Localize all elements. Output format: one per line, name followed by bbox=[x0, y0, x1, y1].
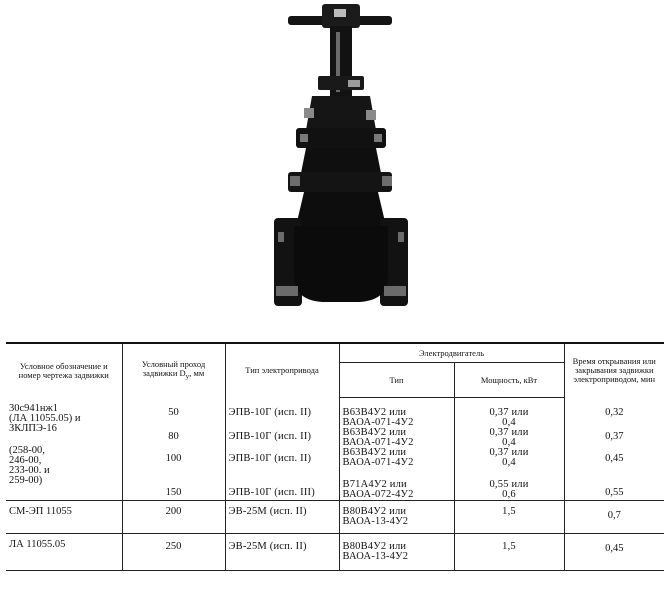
drive-value: ЭПВ-10Г (исп. II) bbox=[228, 430, 312, 442]
dn-value: 200 bbox=[122, 501, 225, 534]
designation-line: ЗКЛПЭ-16 bbox=[9, 422, 57, 434]
table-row bbox=[6, 398, 664, 501]
power-value: 0,37 или bbox=[489, 407, 529, 418]
header-drive-type: Тип электропривода bbox=[225, 343, 339, 398]
header-time: Время открывания или закрывания задвижки электроприводом, мин bbox=[564, 343, 664, 398]
header-dn-unit: , мм bbox=[189, 367, 205, 378]
header-designation: Условное обозначение и номер чертежа задвижки bbox=[6, 343, 122, 398]
drive-value: ЭВ-25М (исп. II) bbox=[225, 534, 339, 571]
drive-value: ЭПВ-10Г (исп. II) bbox=[228, 406, 312, 418]
power-value: 1,5 bbox=[454, 501, 564, 534]
time-value: 0,32 bbox=[605, 406, 624, 418]
power-value: 0,37 или bbox=[489, 427, 529, 438]
power-value: 0,4 bbox=[502, 457, 516, 468]
table-row bbox=[6, 534, 664, 571]
motor-type-value: В80В4У2 или bbox=[342, 506, 407, 517]
designation-line: 233-00. и bbox=[9, 464, 50, 476]
dn-value: 50 bbox=[168, 406, 179, 418]
table-row bbox=[6, 501, 664, 534]
motor-type-column bbox=[339, 398, 454, 501]
header-dn-line2: задвижки D bbox=[142, 367, 186, 378]
designation-cell: ЛА 11055.05 bbox=[6, 534, 122, 571]
power-value: 0,6 bbox=[502, 489, 516, 500]
motor-type-column bbox=[339, 501, 454, 534]
gate-valve-illustration bbox=[260, 0, 420, 318]
power-value: 0,37 или bbox=[489, 447, 529, 458]
dn-value: 80 bbox=[168, 430, 179, 442]
motor-type-value: В71А4У2 или bbox=[342, 479, 407, 490]
drive-value: ЭПВ-10Г (исп. III) bbox=[228, 486, 315, 498]
power-value: 1,5 bbox=[454, 534, 564, 571]
motor-type-value: ВАОА-072-4У2 bbox=[342, 489, 414, 500]
designation-line: (258-00, bbox=[9, 444, 45, 456]
time-value: 0,55 bbox=[605, 486, 624, 498]
motor-type-value: В80В4У2 или bbox=[342, 541, 407, 552]
header-motor-power: Мощность, кВт bbox=[454, 363, 564, 398]
designation-line: 30с941нж1 bbox=[9, 402, 59, 414]
time-value: 0,45 bbox=[605, 452, 624, 464]
power-value: 0,4 bbox=[502, 417, 516, 428]
power-column bbox=[454, 398, 564, 501]
drive-column bbox=[225, 398, 339, 501]
motor-type-value: В63В4У2 или bbox=[342, 427, 407, 438]
drive-value: ЭВ-25М (исп. II) bbox=[225, 501, 339, 534]
motor-type-value: ВАОА-071-4У2 bbox=[342, 437, 414, 448]
valve-specs-table bbox=[6, 342, 664, 571]
motor-type-value: ВАОА-071-4У2 bbox=[342, 457, 414, 468]
dn-value: 150 bbox=[165, 486, 182, 498]
header-dn-line1: Условный проход bbox=[141, 358, 206, 369]
dn-column bbox=[122, 398, 225, 501]
power-value: 0,4 bbox=[502, 437, 516, 448]
dn-value: 250 bbox=[122, 534, 225, 571]
designation-line: 246-00, bbox=[9, 454, 42, 466]
motor-type-value: В63В4У2 или bbox=[342, 407, 407, 418]
drive-value: ЭПВ-10Г (исп. II) bbox=[228, 452, 312, 464]
designation-cell: СМ-ЭП 11055 bbox=[6, 501, 122, 534]
dn-value: 100 bbox=[165, 452, 182, 464]
motor-type-value: В63В4У2 или bbox=[342, 447, 407, 458]
power-value: 0,55 или bbox=[489, 479, 529, 490]
motor-type-value: ВАОА-13-4У2 bbox=[342, 551, 409, 562]
motor-type-value: ВАОА-071-4У2 bbox=[342, 417, 414, 428]
time-value: 0,7 bbox=[564, 501, 664, 534]
time-value: 0,37 bbox=[605, 430, 624, 442]
header-nominal-diameter bbox=[122, 343, 225, 398]
header-motor-type: Тип bbox=[339, 363, 454, 398]
header-dn-sub: y bbox=[185, 372, 190, 381]
motor-type-value: ВАОА-13-4У2 bbox=[342, 516, 409, 527]
time-value: 0,45 bbox=[564, 534, 664, 571]
motor-type-column bbox=[339, 534, 454, 571]
designation-cell bbox=[6, 398, 122, 501]
time-column bbox=[564, 398, 664, 501]
designation-line: 259-00) bbox=[9, 474, 43, 486]
header-motor: Электродвигатель bbox=[339, 343, 564, 363]
designation-line: (ЛА 11055.05) и bbox=[9, 412, 81, 424]
